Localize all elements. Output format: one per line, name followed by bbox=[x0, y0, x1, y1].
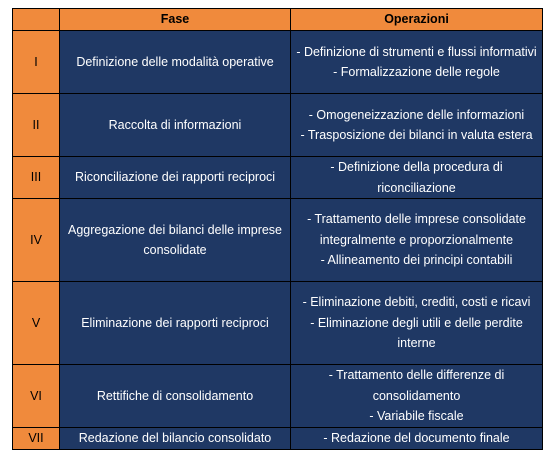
table-header-row bbox=[13, 9, 543, 31]
phase-operations bbox=[291, 282, 543, 365]
operation-item: - Definizione di strumenti e flussi informativi bbox=[296, 44, 537, 59]
operation-item: - Trattamento delle differenze di consolidamento bbox=[328, 368, 505, 403]
table-row bbox=[13, 199, 543, 282]
phase-name: Definizione delle modalità operative bbox=[60, 31, 291, 94]
table-row bbox=[13, 157, 543, 199]
table-row bbox=[13, 365, 543, 428]
phase-operations bbox=[291, 94, 543, 157]
phase-operations bbox=[291, 157, 543, 199]
phase-number: VII bbox=[13, 428, 60, 450]
phase-name: Eliminazione dei rapporti reciproci bbox=[60, 282, 291, 365]
operation-item: - Redazione del documento finale bbox=[323, 431, 510, 446]
header-cell-fase: Fase bbox=[60, 9, 291, 31]
operation-item: - Trattamento delle imprese consolidate integralmente e proporzionalmente bbox=[307, 212, 526, 247]
operation-item: - Omogeneizzazione delle informazioni bbox=[308, 107, 525, 122]
phase-operations bbox=[291, 428, 543, 450]
phase-number: V bbox=[13, 282, 60, 365]
operation-item: - Trasposizione dei bilanci in valuta estera bbox=[300, 128, 533, 142]
table-row bbox=[13, 282, 543, 365]
phase-name: Rettifiche di consolidamento bbox=[60, 365, 291, 428]
table-row bbox=[13, 428, 543, 450]
phase-number: IV bbox=[13, 199, 60, 282]
phase-number: III bbox=[13, 157, 60, 199]
table-row bbox=[13, 31, 543, 94]
table-row bbox=[13, 94, 543, 157]
operation-item: - Allineamento dei principi contabili bbox=[320, 253, 513, 268]
phase-number: VI bbox=[13, 365, 60, 428]
header-cell-number bbox=[13, 9, 60, 31]
phase-name: Riconciliazione dei rapporti reciproci bbox=[60, 157, 291, 199]
phase-operations bbox=[291, 31, 543, 94]
phase-number: I bbox=[13, 31, 60, 94]
phase-operations bbox=[291, 199, 543, 282]
phases-table bbox=[12, 8, 543, 450]
operation-item: - Eliminazione degli utili e delle perdite interne bbox=[310, 315, 523, 351]
operation-item: - Formalizzazione delle regole bbox=[333, 65, 500, 79]
operation-item: - Eliminazione debiti, crediti, costi e ricavi bbox=[302, 295, 531, 310]
phase-number: II bbox=[13, 94, 60, 157]
phase-name: Redazione del bilancio consolidato bbox=[60, 428, 291, 450]
header-cell-operazioni: Operazioni bbox=[291, 9, 543, 31]
phase-operations bbox=[291, 365, 543, 428]
phase-name: Raccolta di informazioni bbox=[60, 94, 291, 157]
operation-item: - Definizione della procedura di riconciliazione bbox=[330, 160, 503, 195]
operation-item: - Variabile fiscale bbox=[369, 409, 464, 424]
phase-name: Aggregazione dei bilanci delle imprese consolidate bbox=[60, 199, 291, 282]
